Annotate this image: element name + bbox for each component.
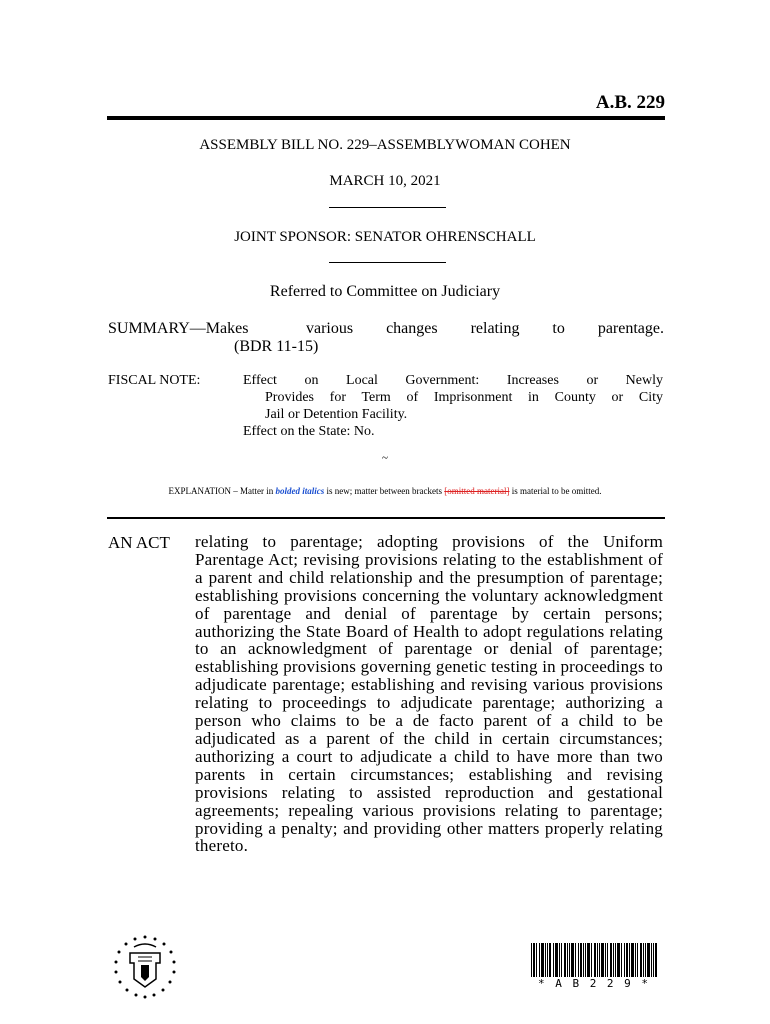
divider-2 bbox=[329, 262, 446, 263]
summary-bdr: (BDR 11-15) bbox=[234, 338, 319, 355]
barcode-text: * A B 2 2 9 * bbox=[537, 977, 651, 990]
referred-committee: Referred to Committee on Judiciary bbox=[269, 283, 501, 300]
tilde-mark: ~ bbox=[382, 452, 388, 464]
bill-number: A.B. 229 bbox=[595, 92, 665, 113]
explanation-omitted: [omitted material] bbox=[444, 486, 510, 496]
fiscal-note-label: FISCAL NOTE: bbox=[108, 373, 201, 388]
summary-text: various changes relating to parentage. bbox=[306, 320, 664, 337]
header-rule bbox=[107, 116, 665, 120]
bill-date: MARCH 10, 2021 bbox=[329, 173, 441, 189]
explanation-prefix: EXPLANATION – Matter in bbox=[168, 486, 276, 496]
act-label: AN ACT bbox=[108, 533, 170, 552]
fiscal-local-line1: Effect on Local Government: Increases or Newly bbox=[243, 373, 663, 388]
fiscal-local-line3: Jail or Detention Facility. bbox=[265, 407, 408, 422]
bill-title: ASSEMBLY BILL NO. 229–ASSEMBLYWOMAN COHEN bbox=[199, 137, 571, 153]
nevada-seal-icon bbox=[108, 935, 182, 999]
summary-label: SUMMARY—Makes bbox=[108, 320, 249, 337]
divider-1 bbox=[329, 207, 446, 208]
joint-sponsor: JOINT SPONSOR: SENATOR OHRENSCHALL bbox=[234, 229, 536, 245]
barcode-icon bbox=[531, 943, 657, 977]
explanation-middle: is new; matter between brackets bbox=[324, 486, 445, 496]
explanation-new: bolded italics bbox=[275, 486, 325, 496]
act-text: relating to parentage; adopting provisions of the Uniform Parentage Act; revising provisions relating to the establishment of a parent and child relationship and the presumption of parentage; establishing provisions concerning the voluntary acknowledgment of parentage and denial of parentage by certain persons; authorizing the State Board of Health to adopt regulations relating to an acknowledgment of parentage or denial of parentage; establishing provisions governing genetic testing in proceedings to adjudicate parentage; establishing and revising various provisions relating to proceedings to adjudicate parentage; authorizing a person who claims to be a de facto parent of a child to be adjudicated as a parent of the child in certain circumstances; authorizing a court to adjudicate a child to have more than two parents in certain circumstances; establishing and revising provisions relating to assisted reproduction and gestational agreements; repealing various provisions relating to parentage; providing a penalty; and providing other matters properly relating thereto. bbox=[195, 532, 663, 856]
fiscal-state: Effect on the State: No. bbox=[243, 424, 375, 439]
fiscal-local-line2: Provides for Term of Imprisonment in County or City bbox=[265, 390, 663, 405]
explanation-suffix: is material to be omitted. bbox=[509, 486, 602, 496]
explanation-line bbox=[0, 486, 770, 496]
explanation-rule bbox=[107, 517, 665, 519]
